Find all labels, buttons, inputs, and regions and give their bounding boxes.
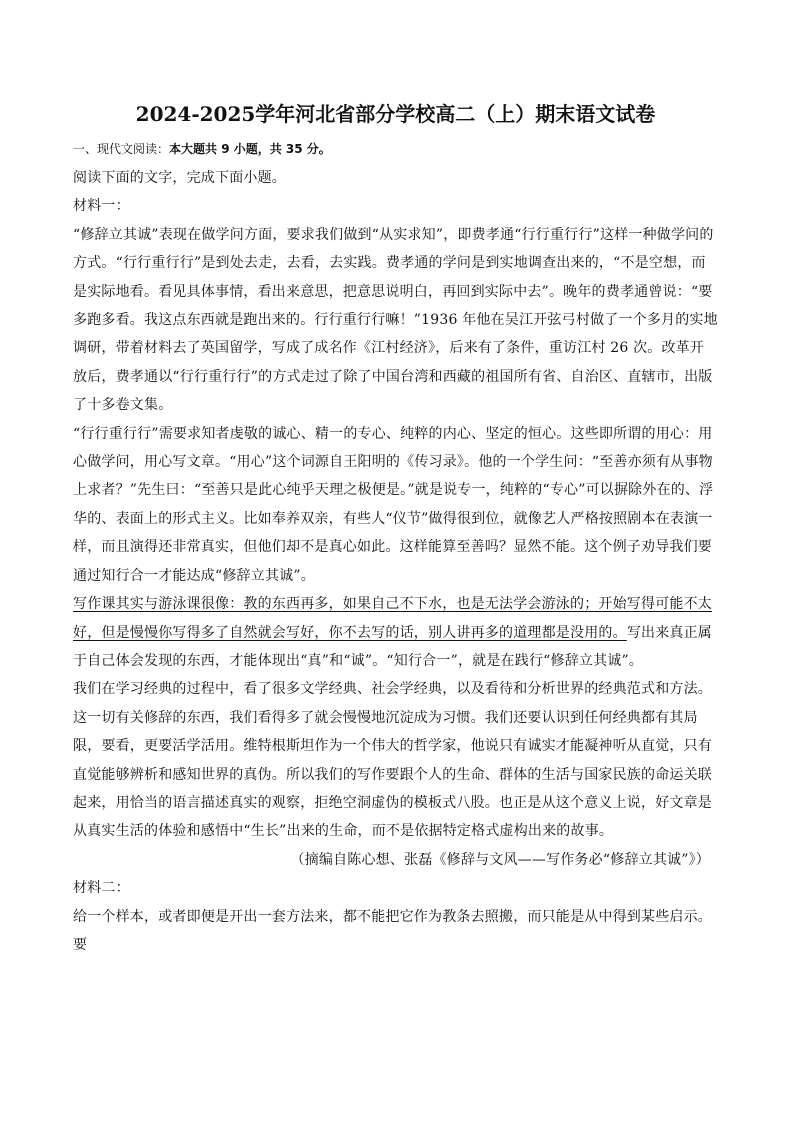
section-heading-prefix: 一、现代文阅读： (73, 142, 170, 156)
material-one-source: （摘编自陈心想、张磊《修辞与文风——写作务必“修辞立其诚”》） (290, 851, 710, 868)
underlined-sentence: 写作课其实与游泳课很像：教的东西再多，如果自己不下水，也是无法学会游泳的；开始写得可能不太好，但是慢慢你写得多了自然就会写好，你不去写的话，别人讲再多的道理都是没用的。 (73, 596, 712, 641)
reading-instruction: 阅读下面的文字，完成下面小题。 (73, 170, 286, 186)
material-one-paragraph-with-underline (73, 590, 718, 675)
section-heading (73, 139, 718, 159)
exam-title: 2024-2025学年河北省部分学校高二（上）期末语文试卷 (135, 102, 656, 126)
material-one-label: 材料一： (73, 198, 130, 215)
material-two-paragraph: 给一个样本，或者即便是开出一套方法来，都不能把它作为教条去照搬，而只能是从中得到某些启示。要 (73, 908, 712, 953)
section-heading-detail: 本大题共 9 小题，共 35 分。 (169, 142, 331, 156)
material-one-paragraph: “行行重行行”需要求知者虔敬的诚心、精一的专心、纯粹的内心、坚定的恒心。这些即所谓的用心：用心做学问，用心写文章。“用心”这个词源自王阳明的《传习录》。他的一个学生问：“至善亦须有从事物上求者？”先生曰：“至善只是此心纯乎天理之极便是。”就是说专一，纯粹的“专心”可以摒除外在的、浮华的、表面上的形式主义。比如奉养双亲，有些人“仪节”做得很到位，就像艺人严格按照剧本在表演一样，而且演得还非常真实，但他们却不是真心如此。这样能算至善吗？显然不能。这个例子劝导我们要通过知行合一才能达成“修辞立其诚”。 (73, 425, 714, 584)
underline-followup-text: 写出来真正属于自己体会发现的东西，才能体现出“真”和“诚”。“知行合一”，就是在践行“修辞立其诚”。 (73, 624, 713, 669)
material-one-paragraph: 我们在学习经典的过程中，看了很多文学经典、社会学经典，以及看待和分析世界的经典范式和方法。这一切有关修辞的东西，我们看得多了就会慢慢地沉淀成为习惯。我们还要认识到任何经典都有其局限，要看，更要活学活用。维特根斯坦作为一个伟大的哲学家，他说只有诚实才能凝神听从直觉，只有直觉能够辨析和感知世界的真伪。所以我们的写作要跟个人的生命、群体的生活与国家民族的命运关联起来，用恰当的语言描述真实的观察，拒绝空洞虚伪的模板式八股。也正是从这个意义上说，好文章是从真实生活的体验和感悟中“生长”出来的生命，而不是依据特定格式虚构出来的故事。 (73, 681, 712, 840)
material-two-label: 材料二： (73, 880, 130, 897)
material-one-paragraph: “修辞立其诚”表现在做学问方面，要求我们做到“从实求知”，即费孝通“行行重行行”这样一种做学问的方式。“行行重行行”是到处去走，去看，去实践。费孝通的学问是到实地调查出来的，“不是空想，而是实际地看。看见具体事情，看出来意思，把意思说明白，再回到实际中去”。晚年的费孝通曾说：“要多跑多看。我这点东西就是跑出来的。行行重行行嘛！”1936 年他在吴江开弦弓村做了一个多月的实地调研，带着材料去了英国留学，写成了成名作《江村经济》，后来有了条件，重访江村 26 次。改革开放后，费孝通以“行行重行行”的方式走过了除了中国台湾和西藏的祖国所有省、自治区、直辖市，出版了十多卷文集。 (73, 226, 718, 414)
